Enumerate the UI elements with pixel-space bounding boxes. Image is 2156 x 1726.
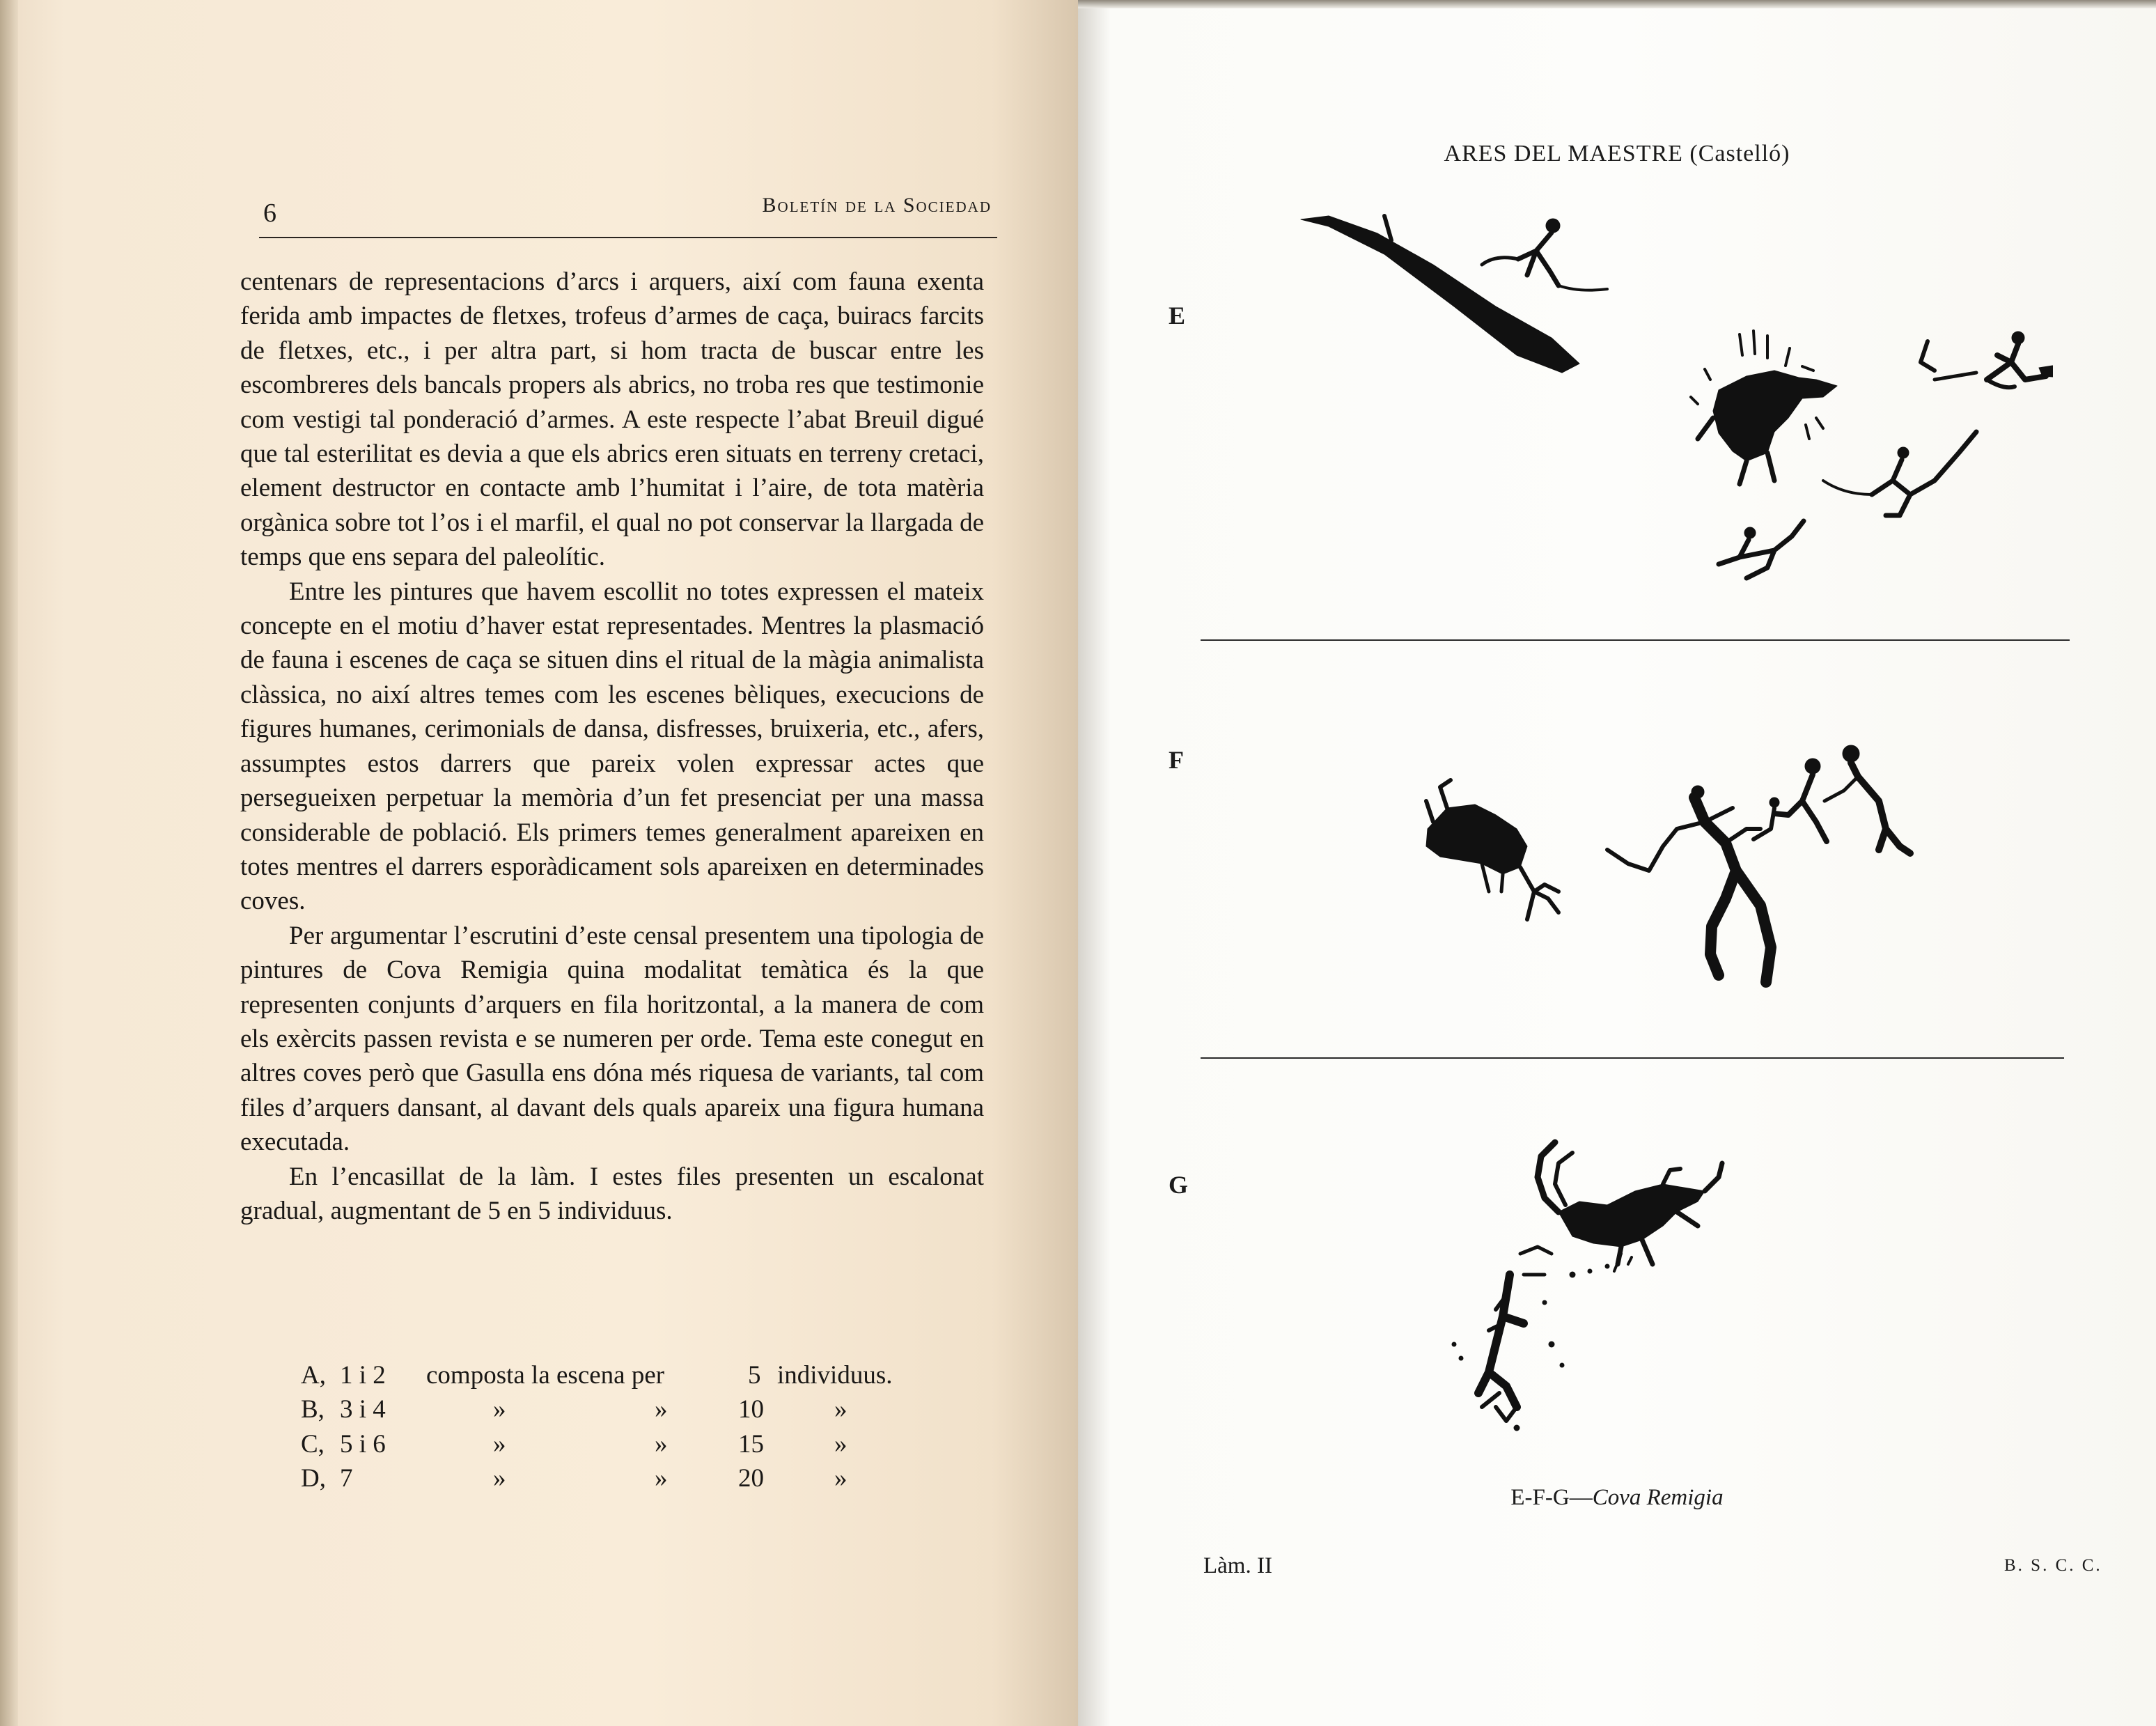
panel-divider [1201, 1057, 2064, 1059]
rock-painting-hunting-scene [1287, 188, 2053, 606]
rock-painting-ibex-and-archer [1440, 1114, 1969, 1449]
ditto-mark: » [493, 1429, 506, 1459]
rock-painting-bull-and-figures [1398, 724, 2025, 1017]
page-edge-shadow [0, 0, 18, 1726]
paragraph: centenars de representacions d’arcs i arquers, així com fauna exenta ferida amb impactes de fletxes, trofeus d’armes de caça, buiracs farcits de fletxes, etc., i per altra part, si hom tracta de buscar entre les escombreres dels bancals propers als abrics, no troba res que testimonie com vestigi tal ponderació d’armes. A este respecte l’abat Breuil digué que tal esterilitat es devia a que els abrics eren situats en terreny cretaci, element destructor en contacte amb l’humitat i l’aire, de tota matèria orgànica sobre tot l’os i el marfil, el qual no pot conservar la llargada de temps que ens separa del paleolític. [240, 267, 984, 572]
journal-title: Boletín de la Sociedad [762, 194, 992, 217]
ditto-mark: » [834, 1395, 847, 1424]
plate-caption [1078, 1485, 2156, 1511]
paragraph: Per argumentar l’escrutini d’este censal presentem una tipologia de pintures de Cova Remigia quina modalitat temàtica és la que representen conjunts d’arquers en fila horitzontal, a la manera de com els exèrcits passen revista e se numeren per orde. Tema este conegut en altres coves però que Gasulla ens dóna més riquesa de variants, tal com files d’arquers dansant, al davant dels quals apareix una figura humana executada. [240, 921, 984, 1157]
count-unit: individuus. [777, 1361, 893, 1390]
paragraph: Entre les pintures que havem escollit no totes expressen el mateix concepte en el motiu d’haver estat representades. Mentres la plasmació de fauna i escenes de caça se situen dins el ritual de la màgia animalista clàssica, no així altres temes com les escenes bèliques, execucions de figures humanes, cerimonials de dansa, disfresses, bruixeria, etc., afers, assumptes estos darrers que pareix volen expressar actes que persegueixen perpetuar la memòria d’un fet presenciat per una massa considerable de població. Els primers temes generalment apareixen en totes mentres el darrers esporàdicament sols apareixen en determinades coves. [240, 577, 984, 916]
page-number: 6 [263, 199, 276, 228]
panel-divider [1201, 639, 2070, 641]
caption-site: Cova Remigia [1592, 1485, 1724, 1510]
ditto-mark: » [834, 1429, 847, 1459]
count-number: 10 [738, 1395, 764, 1424]
count-label: A, [301, 1361, 326, 1390]
paragraph: En l’encasillat de la làm. I estes files presenten un escalonat gradual, augmentant de 5 en 5 individuus. [240, 1162, 984, 1225]
caption-prefix: E-F-G— [1510, 1485, 1593, 1510]
count-row [301, 1392, 928, 1426]
ditto-mark: » [493, 1395, 506, 1424]
count-label: C, [301, 1429, 325, 1459]
running-head [259, 188, 997, 238]
ditto-mark: » [834, 1464, 847, 1493]
archer-count-list [301, 1358, 928, 1496]
body-text [240, 265, 984, 1228]
publisher-initials: B. S. C. C. [2004, 1556, 2102, 1575]
count-panels: 5 i 6 [340, 1429, 386, 1459]
count-panels: 7 [340, 1464, 353, 1493]
panel-letter-f: F [1169, 746, 1184, 774]
panel-letter-e: E [1169, 302, 1186, 329]
count-row [301, 1358, 928, 1392]
right-page [1078, 0, 2156, 1726]
ditto-mark: » [493, 1464, 506, 1493]
ditto-mark: » [655, 1464, 668, 1493]
plate-header: ARES DEL MAESTRE (Castelló) [1444, 141, 1790, 166]
panel-letter-g: G [1169, 1171, 1189, 1199]
ditto-mark: » [655, 1429, 668, 1459]
plate-number: Làm. II [1203, 1553, 1272, 1578]
count-panels: 3 i 4 [340, 1395, 386, 1424]
count-number: 5 [748, 1361, 761, 1390]
count-row [301, 1461, 928, 1495]
count-panels: 1 i 2 [340, 1361, 386, 1390]
count-number: 20 [738, 1464, 764, 1493]
count-row [301, 1427, 928, 1461]
count-label: D, [301, 1464, 326, 1493]
count-label: B, [301, 1395, 325, 1424]
page-edge-shadow [1078, 0, 2156, 8]
count-text: composta la escena per [426, 1361, 665, 1390]
ditto-mark: » [655, 1395, 668, 1424]
count-number: 15 [738, 1429, 764, 1459]
